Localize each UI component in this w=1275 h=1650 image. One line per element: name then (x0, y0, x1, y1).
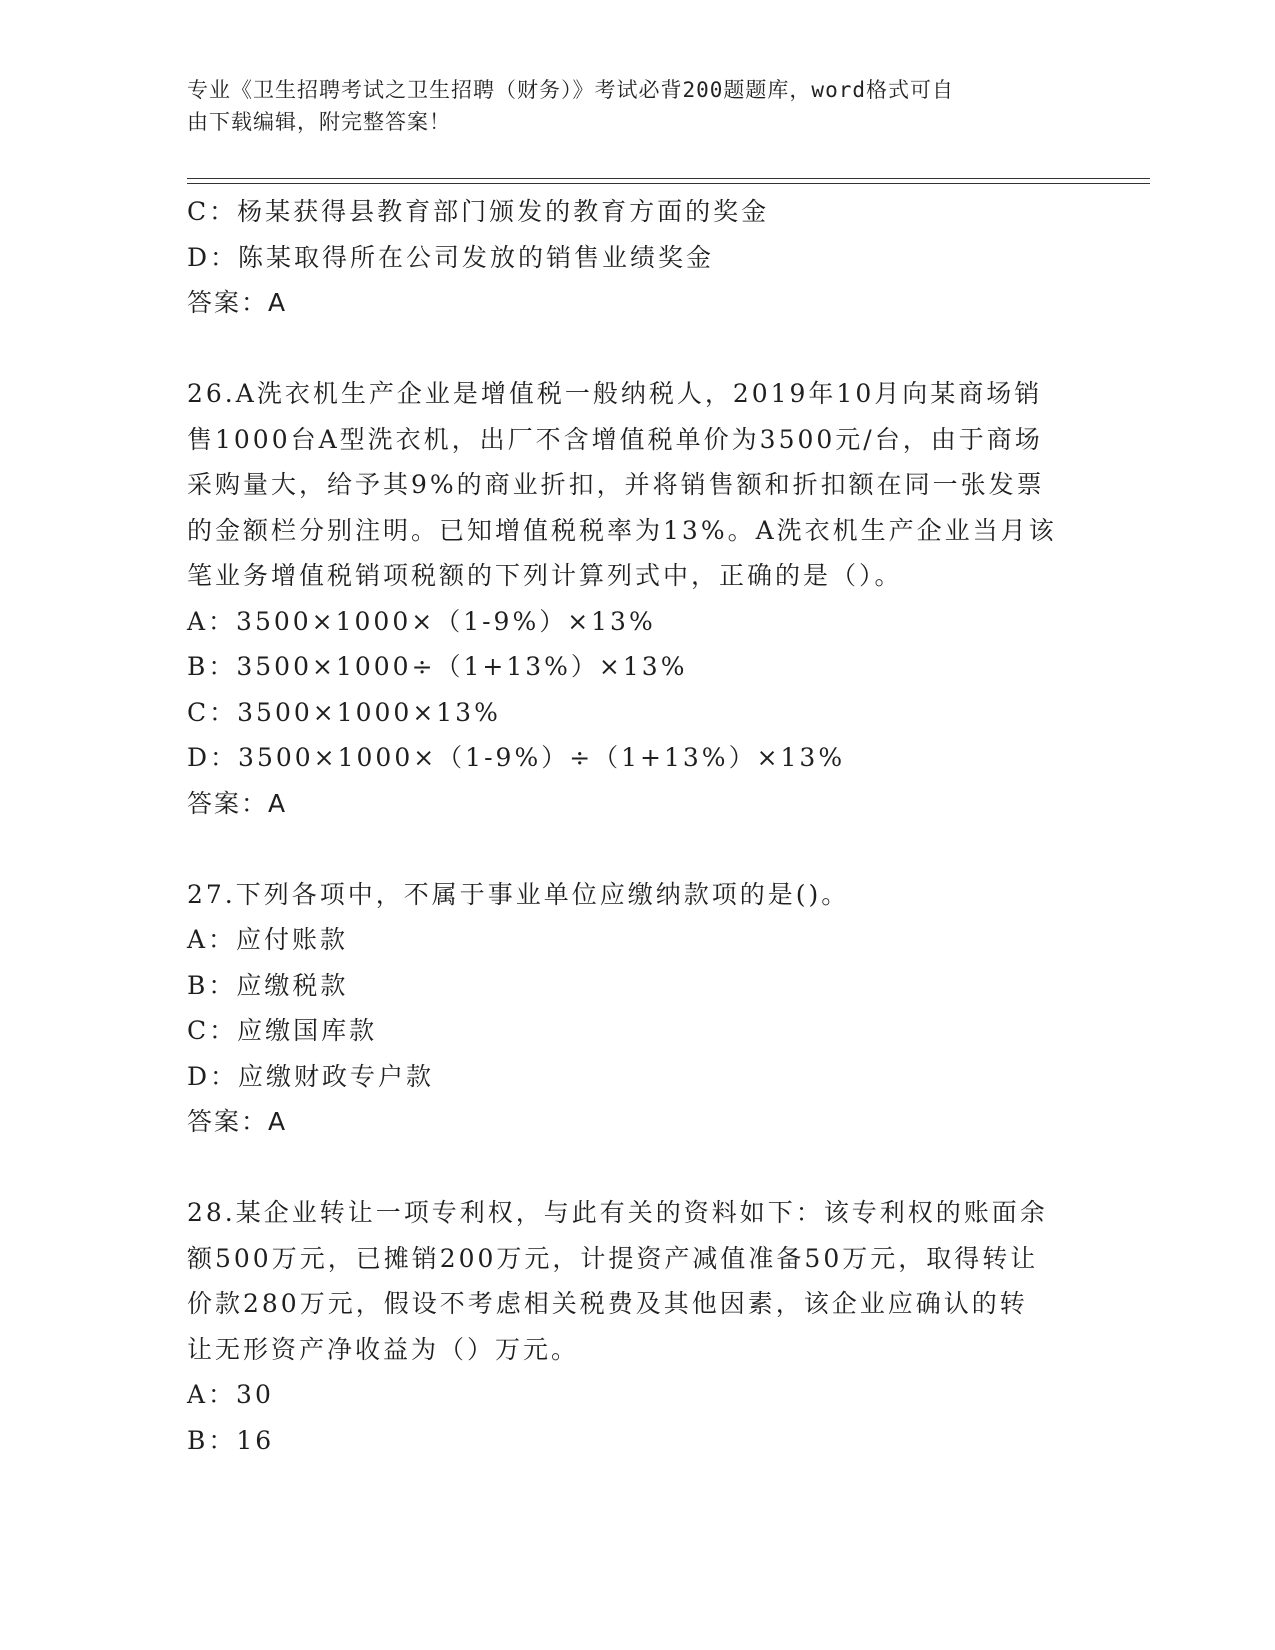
question-stem-line: 28.某企业转让一项专利权，与此有关的资料如下：该专利权的账面余 (187, 1198, 1048, 1227)
question-25-tail (187, 189, 1087, 326)
header-line: 专业《卫生招聘考试之卫生招聘（财务）》考试必背200题题库，word格式可自 (187, 78, 954, 102)
option-d: D：应缴财政专户款 (187, 1061, 435, 1091)
answer-line: 答案：A (187, 1107, 288, 1136)
option-d: D：3500×1000×（1-9%）÷（1+13%）×13% (187, 743, 846, 772)
header-divider (187, 183, 1150, 184)
question-28 (187, 1190, 1087, 1463)
question-stem-line: 27.下列各项中，不属于事业单位应缴纳款项的是()。 (187, 879, 850, 909)
question-stem-line: 让无形资产净收益为（）万元。 (187, 1334, 580, 1364)
option-b: B：16 (187, 1425, 275, 1455)
option-c: C：应缴国库款 (187, 1016, 378, 1045)
question-26 (187, 371, 1087, 826)
question-stem-line: 价款280万元，假设不考虑相关税费及其他因素，该企业应确认的转 (187, 1289, 1028, 1318)
option-b: B：3500×1000÷（1+13%）×13% (187, 652, 688, 681)
header-divider (187, 178, 1150, 179)
question-stem-line: 采购量大，给予其9%的商业折扣，并将销售额和折扣额在同一张发票 (187, 470, 1045, 499)
question-27 (187, 872, 1087, 1145)
question-stem-line: 的金额栏分别注明。已知增值税税率为13%。A洗衣机生产企业当月该 (187, 515, 1057, 545)
question-stem-line: 额500万元，已摊销200万元，计提资产减值准备50万元，取得转让 (187, 1243, 1039, 1273)
spacer (187, 1145, 1087, 1191)
question-stem-line: 售1000台A型洗衣机，出厂不含增值税单价为3500元/台，由于商场 (187, 424, 1043, 454)
option-c: C：3500×1000×13% (187, 697, 501, 727)
document-body (187, 189, 1087, 1463)
spacer (187, 826, 1087, 872)
question-stem-line: 笔业务增值税销项税额的下列计算列式中，正确的是（）。 (187, 561, 903, 590)
answer-line: 答案：A (187, 288, 288, 317)
answer-line: 答案：A (187, 788, 288, 818)
document-header (187, 74, 1067, 138)
header-line: 由下载编辑，附完整答案！ (187, 110, 451, 134)
question-stem-line: 26.A洗衣机生产企业是增值税一般纳税人，2019年10月向某商场销 (187, 379, 1043, 408)
option-a: A：应付账款 (187, 925, 349, 954)
option-b: B：应缴税款 (187, 970, 349, 1000)
option-a: A：3500×1000×（1-9%）×13% (187, 606, 656, 636)
option-d: D：陈某取得所在公司发放的销售业绩奖金 (187, 242, 715, 272)
spacer (187, 326, 1087, 372)
option-c: C：杨某获得县教育部门颁发的教育方面的奖金 (187, 197, 770, 226)
option-a: A：30 (187, 1380, 274, 1409)
